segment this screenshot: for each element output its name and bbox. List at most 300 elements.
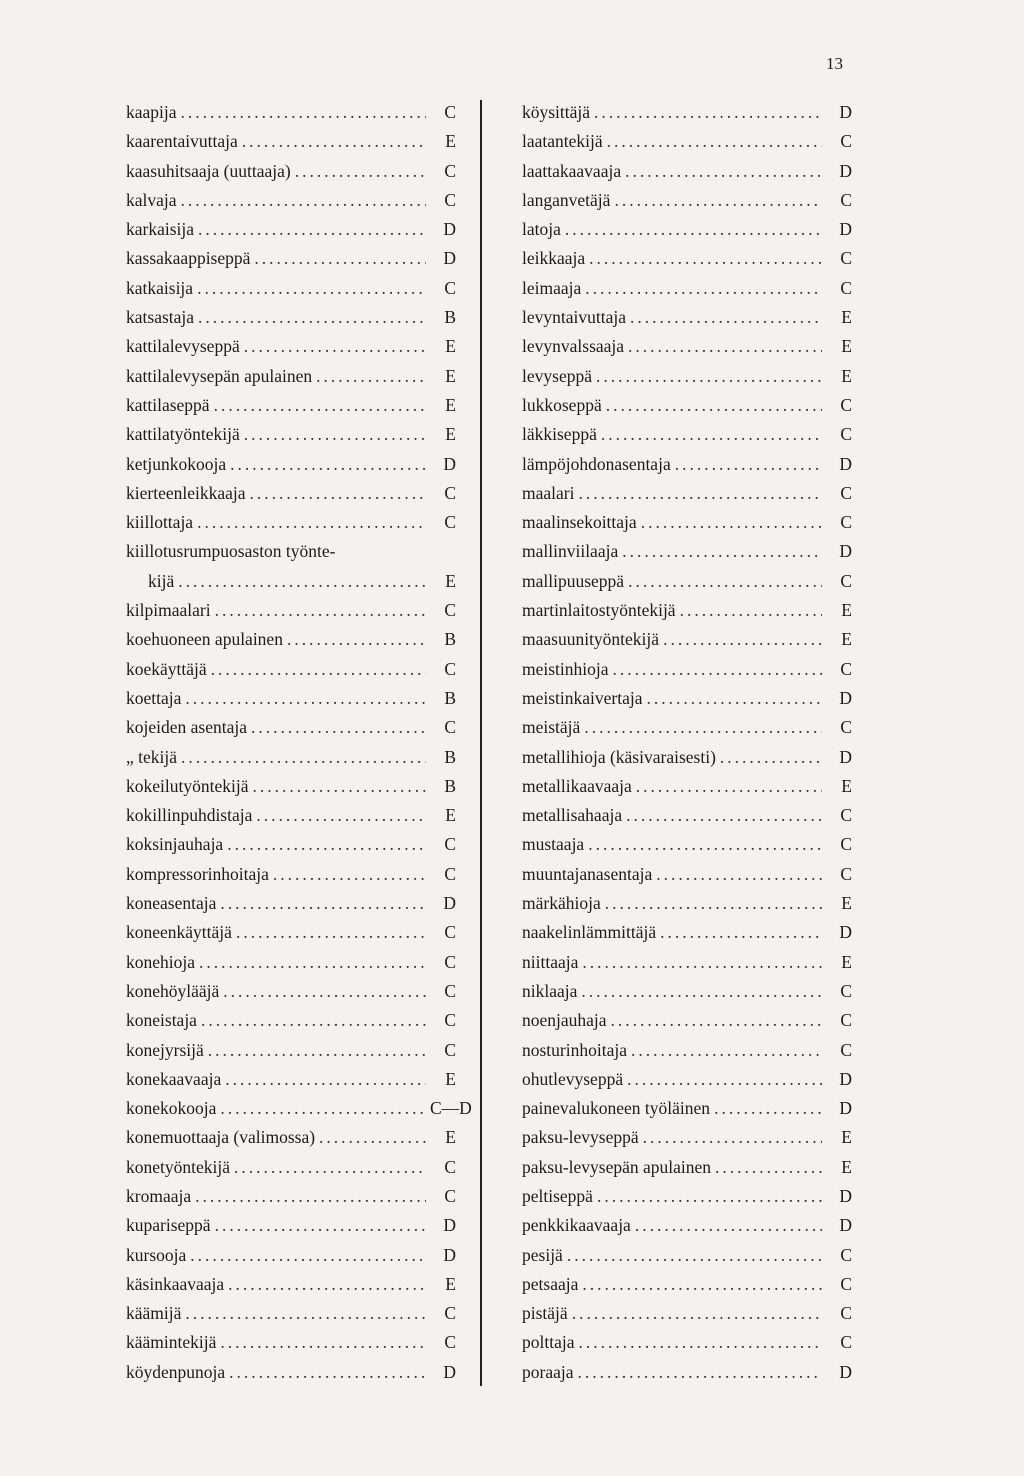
dot-leader — [256, 801, 426, 830]
entry-code: E — [841, 951, 852, 972]
entry-code: C — [444, 512, 456, 533]
dot-leader — [287, 625, 426, 654]
dot-leader — [234, 1153, 426, 1182]
dot-leader — [614, 186, 822, 215]
entry-term: niklaaja — [522, 980, 578, 1001]
list-item — [126, 391, 456, 420]
entry-term: karkaisija — [126, 219, 195, 240]
list-item — [522, 1065, 852, 1094]
dot-leader — [251, 713, 426, 742]
dot-leader — [229, 1358, 426, 1387]
dot-leader — [201, 1006, 426, 1035]
entry-code: C — [444, 980, 456, 1001]
list-item — [522, 801, 852, 830]
entry-term: maalinsekoittaja — [522, 512, 637, 533]
dot-leader — [572, 1299, 822, 1328]
dot-leader — [181, 743, 426, 772]
entry-term: levyntaivuttaja — [522, 307, 626, 328]
list-item — [126, 596, 456, 625]
list-item — [522, 1299, 852, 1328]
list-item — [522, 1006, 852, 1035]
dot-leader — [197, 274, 426, 303]
entry-code: C — [444, 951, 456, 972]
list-item — [522, 479, 852, 508]
entry-term: koneistaja — [126, 1010, 197, 1031]
dot-leader — [252, 772, 426, 801]
entry-term: nosturinhoitaja — [522, 1039, 627, 1060]
entry-code: E — [841, 1127, 852, 1148]
entry-code: B — [444, 775, 456, 796]
entry-code: C—D — [430, 1098, 472, 1119]
list-item — [522, 303, 852, 332]
list-item — [126, 713, 456, 742]
list-item — [522, 830, 852, 859]
dot-leader — [663, 625, 822, 654]
list-item — [126, 1006, 456, 1035]
dot-leader — [211, 655, 426, 684]
list-item — [126, 1123, 456, 1152]
entry-code: C — [444, 1303, 456, 1324]
entry-term: ketjunkokooja — [126, 453, 227, 474]
dot-leader — [622, 537, 822, 566]
dot-leader — [225, 1065, 426, 1094]
dot-leader — [627, 1065, 822, 1094]
list-item — [522, 625, 852, 654]
dot-leader — [611, 1006, 822, 1035]
dot-leader — [585, 274, 822, 303]
dot-leader — [606, 391, 822, 420]
list-item — [522, 98, 852, 127]
list-item — [522, 1094, 852, 1123]
dot-leader — [230, 450, 426, 479]
list-item — [126, 1299, 456, 1328]
entry-term: kijä — [148, 570, 175, 591]
list-item — [126, 625, 456, 654]
dot-leader — [594, 98, 822, 127]
entry-term: pesijä — [522, 1244, 563, 1265]
dot-leader — [316, 362, 426, 391]
entry-code: B — [444, 687, 456, 708]
dot-leader — [198, 215, 426, 244]
entry-term: laattakaavaaja — [522, 160, 622, 181]
entry-term: peltiseppä — [522, 1185, 593, 1206]
entry-term: kaasuhitsaaja (uuttaaja) — [126, 160, 291, 181]
list-item — [126, 1241, 456, 1270]
entry-code: C — [840, 277, 852, 298]
entry-term: kaapija — [126, 102, 177, 122]
dot-leader — [199, 948, 426, 977]
dot-leader — [215, 1211, 426, 1240]
entry-code: C — [840, 424, 852, 445]
entry-code: C — [444, 189, 456, 210]
dot-leader — [631, 1036, 822, 1065]
entry-code: D — [839, 453, 852, 474]
list-item — [126, 567, 456, 596]
list-item — [126, 98, 456, 127]
entry-term: mustaaja — [522, 834, 585, 855]
dot-leader — [198, 303, 426, 332]
list-item — [126, 1094, 472, 1123]
dot-leader — [625, 157, 822, 186]
entry-code: C — [840, 863, 852, 884]
list-item — [522, 332, 852, 361]
dot-leader — [715, 1153, 822, 1182]
list-item — [126, 772, 456, 801]
dot-leader — [567, 1241, 822, 1270]
dot-leader — [578, 1328, 822, 1357]
entry-code: D — [443, 1244, 456, 1265]
entry-code: C — [444, 1039, 456, 1060]
dot-leader — [208, 1036, 426, 1065]
list-item — [522, 918, 852, 947]
entry-term: käämijä — [126, 1303, 182, 1324]
entry-term: noenjauhaja — [522, 1010, 607, 1031]
list-item — [522, 1036, 852, 1065]
entry-code: C — [840, 512, 852, 533]
entry-term: levynvalssaaja — [522, 336, 625, 357]
entry-term: levyseppä — [522, 365, 592, 386]
list-item — [522, 743, 852, 772]
list-item — [522, 537, 852, 566]
dot-leader — [578, 479, 822, 508]
entry-term: paksu-levysepän apulainen — [522, 1156, 712, 1177]
dot-leader — [220, 1328, 426, 1357]
dot-leader — [647, 684, 822, 713]
list-item — [522, 274, 852, 303]
list-item — [522, 1328, 852, 1357]
entry-code: D — [839, 102, 852, 122]
list-item — [522, 391, 852, 420]
entry-term: laatantekijä — [522, 131, 603, 152]
entry-code: C — [444, 658, 456, 679]
list-item — [126, 830, 456, 859]
entry-term: meistäjä — [522, 717, 581, 738]
dot-leader — [242, 127, 426, 156]
list-item — [126, 157, 456, 186]
entry-code: D — [839, 1361, 852, 1382]
entry-code: E — [445, 1273, 456, 1294]
dot-leader — [596, 362, 822, 391]
entry-term: koneasentaja — [126, 893, 217, 914]
dot-leader — [295, 157, 426, 186]
dot-leader — [250, 479, 426, 508]
dot-leader — [220, 889, 426, 918]
entry-term: meistinkaivertaja — [522, 687, 643, 708]
dot-leader — [220, 1094, 426, 1123]
list-item — [126, 1328, 456, 1357]
entry-term: maasuunityöntekijä — [522, 629, 660, 650]
list-item — [126, 1065, 456, 1094]
dot-leader — [578, 1358, 823, 1387]
dot-leader — [228, 1270, 426, 1299]
dot-leader — [223, 977, 426, 1006]
entry-term: kierteenleikkaaja — [126, 482, 246, 503]
list-item — [522, 1358, 852, 1387]
dot-leader — [607, 127, 822, 156]
entry-term: konetyöntekijä — [126, 1156, 231, 1177]
list-item — [522, 772, 852, 801]
dot-leader — [582, 1270, 822, 1299]
entry-code: C — [840, 658, 852, 679]
list-item — [126, 244, 456, 273]
list-item — [126, 655, 456, 684]
entry-term: kattilaseppä — [126, 394, 210, 415]
entry-code: C — [840, 1303, 852, 1324]
entry-term: polttaja — [522, 1332, 575, 1353]
entry-term: niittaaja — [522, 951, 579, 972]
dot-leader — [641, 508, 822, 537]
dot-leader — [628, 567, 822, 596]
entry-code: D — [443, 219, 456, 240]
entry-term: kupariseppä — [126, 1215, 211, 1236]
list-item — [522, 977, 852, 1006]
right-column — [522, 98, 852, 1387]
list-item — [126, 303, 456, 332]
list-item — [522, 655, 852, 684]
entry-term: kaarentaivuttaja — [126, 131, 238, 152]
entry-term: kokillinpuhdistaja — [126, 805, 253, 826]
entry-code: E — [445, 394, 456, 415]
dot-leader — [319, 1123, 426, 1152]
entry-term: muuntajanasentaja — [522, 863, 653, 884]
list-item — [126, 801, 456, 830]
entry-term: maalari — [522, 482, 575, 503]
entry-code: D — [839, 160, 852, 181]
entry-code: C — [840, 1039, 852, 1060]
entry-code: C — [444, 1156, 456, 1177]
entry-term: metallisahaaja — [522, 805, 623, 826]
entry-term: „ tekijä — [126, 746, 178, 767]
entry-code: D — [443, 248, 456, 269]
list-item — [522, 1153, 852, 1182]
entry-term: lämpöjohdonasentaja — [522, 453, 671, 474]
entry-code: E — [445, 336, 456, 357]
entry-term: märkähioja — [522, 893, 601, 914]
entry-term: leikkaaja — [522, 248, 586, 269]
dot-leader — [565, 215, 822, 244]
column-divider — [480, 100, 482, 1386]
list-item — [522, 157, 852, 186]
list-item — [126, 977, 456, 1006]
dot-leader — [244, 332, 426, 361]
entry-code: E — [841, 1156, 852, 1177]
entry-code: D — [839, 687, 852, 708]
list-item — [126, 918, 456, 947]
entry-code: D — [839, 1068, 852, 1089]
dot-leader — [636, 772, 822, 801]
list-item — [126, 1270, 456, 1299]
entry-code: C — [840, 1332, 852, 1353]
entry-term: kiillottaja — [126, 512, 194, 533]
entry-code: C — [840, 980, 852, 1001]
entry-term: koettaja — [126, 687, 182, 708]
list-item — [522, 567, 852, 596]
entry-code: C — [444, 277, 456, 298]
entry-term: kursooja — [126, 1244, 187, 1265]
entry-code: E — [841, 365, 852, 386]
list-item — [126, 948, 456, 977]
entry-code: C — [444, 482, 456, 503]
list-item — [126, 537, 456, 566]
dot-leader — [588, 830, 822, 859]
list-item — [522, 596, 852, 625]
list-item — [126, 1211, 456, 1240]
list-item — [522, 186, 852, 215]
entry-term: katkaisija — [126, 277, 194, 298]
entry-code: E — [841, 775, 852, 796]
list-item — [522, 1123, 852, 1152]
list-item — [126, 127, 456, 156]
entry-code: D — [443, 1215, 456, 1236]
entry-term: katsastaja — [126, 307, 195, 328]
entry-code: C — [444, 922, 456, 943]
entry-code: E — [445, 805, 456, 826]
entry-term: metallikaavaaja — [522, 775, 632, 796]
list-item — [126, 1153, 456, 1182]
entry-code: B — [444, 629, 456, 650]
entry-term: kassakaappiseppä — [126, 248, 251, 269]
entry-code: C — [840, 1273, 852, 1294]
list-item — [522, 1270, 852, 1299]
entry-code: B — [444, 307, 456, 328]
entry-term: käsinkaavaaja — [126, 1273, 225, 1294]
list-item — [522, 244, 852, 273]
list-item — [126, 860, 456, 889]
entry-code: B — [444, 746, 456, 767]
entry-term: kattilatyöntekijä — [126, 424, 240, 445]
list-item — [126, 332, 456, 361]
entry-code: C — [840, 482, 852, 503]
list-item — [522, 362, 852, 391]
entry-term: koksinjauhaja — [126, 834, 224, 855]
entry-term: koneenkäyttäjä — [126, 922, 232, 943]
entry-term: petsaaja — [522, 1273, 579, 1294]
list-item — [126, 1182, 456, 1211]
entry-code: C — [444, 1332, 456, 1353]
list-item — [522, 127, 852, 156]
entry-term: ohutlevyseppä — [522, 1068, 624, 1089]
entry-term: leimaaja — [522, 277, 582, 298]
list-item — [126, 1036, 456, 1065]
dot-leader — [195, 1182, 426, 1211]
entry-code: D — [443, 453, 456, 474]
entry-code: C — [444, 1010, 456, 1031]
entry-code: D — [839, 1098, 852, 1119]
entry-code: C — [840, 1010, 852, 1031]
entry-code: D — [839, 541, 852, 562]
entry-term: latoja — [522, 219, 561, 240]
list-item — [126, 362, 456, 391]
entry-code: C — [840, 717, 852, 738]
list-item — [522, 1182, 852, 1211]
dot-leader — [630, 303, 822, 332]
dot-leader — [675, 450, 822, 479]
dot-leader — [236, 918, 426, 947]
entry-code: D — [839, 1185, 852, 1206]
entry-term: mallipuuseppä — [522, 570, 625, 591]
list-item — [126, 274, 456, 303]
dot-leader — [680, 596, 822, 625]
list-item — [126, 508, 456, 537]
entry-term: konekaavaaja — [126, 1068, 222, 1089]
entry-code: D — [443, 1361, 456, 1382]
list-item — [126, 479, 456, 508]
entry-code: E — [841, 629, 852, 650]
entry-term: paksu-levyseppä — [522, 1127, 639, 1148]
entry-code: E — [841, 893, 852, 914]
list-item — [522, 508, 852, 537]
list-item — [522, 420, 852, 449]
entry-term: mallinviilaaja — [522, 541, 619, 562]
entry-code: E — [445, 1068, 456, 1089]
entry-term: langanvetäjä — [522, 189, 611, 210]
dot-leader — [214, 391, 426, 420]
entry-code: C — [444, 1185, 456, 1206]
dot-leader — [628, 332, 822, 361]
entry-code: C — [444, 834, 456, 855]
list-item — [126, 1358, 456, 1387]
entry-code: D — [839, 746, 852, 767]
list-item — [126, 743, 456, 772]
dot-leader — [185, 1299, 426, 1328]
entry-term: käämintekijä — [126, 1332, 217, 1353]
entry-term: kattilalevyseppä — [126, 336, 240, 357]
entry-term: koehuoneen apulainen — [126, 629, 283, 650]
entry-term: kokeilutyöntekijä — [126, 775, 249, 796]
list-item — [522, 684, 852, 713]
entry-code: C — [840, 131, 852, 152]
entry-term: köydenpunoja — [126, 1361, 226, 1382]
entry-term: painevalukoneen työläinen — [522, 1098, 711, 1119]
entry-code: D — [839, 1215, 852, 1236]
entry-term: kojeiden asentaja — [126, 717, 247, 738]
entry-code: C — [444, 102, 456, 122]
entry-term: meistinhioja — [522, 658, 609, 679]
list-item — [522, 215, 852, 244]
list-item — [522, 1211, 852, 1240]
dot-leader — [714, 1094, 822, 1123]
dot-leader — [178, 567, 426, 596]
left-column — [126, 98, 472, 1387]
dot-leader — [185, 684, 426, 713]
entry-term: kromaaja — [126, 1185, 192, 1206]
dot-leader — [244, 420, 426, 449]
dot-leader — [190, 1241, 426, 1270]
dot-leader — [656, 860, 822, 889]
entry-term: köysittäjä — [522, 102, 591, 122]
entry-code: E — [445, 424, 456, 445]
entry-term: kiillotusrumpuosaston työnte- — [126, 541, 336, 562]
entry-code: D — [839, 219, 852, 240]
entry-term: konehioja — [126, 951, 196, 972]
dot-leader — [635, 1211, 822, 1240]
list-item — [522, 713, 852, 742]
dot-leader — [597, 1182, 822, 1211]
entry-term: konehöylääjä — [126, 980, 220, 1001]
dot-leader — [601, 420, 822, 449]
dot-leader — [254, 244, 426, 273]
entry-code: C — [840, 248, 852, 269]
entry-code: E — [841, 307, 852, 328]
list-item — [522, 450, 852, 479]
entry-code: E — [841, 600, 852, 621]
entry-code: C — [840, 834, 852, 855]
entry-term: pistäjä — [522, 1303, 568, 1324]
entry-code: C — [840, 394, 852, 415]
list-item — [522, 948, 852, 977]
entry-term: kalvaja — [126, 189, 177, 210]
dot-leader — [660, 918, 822, 947]
